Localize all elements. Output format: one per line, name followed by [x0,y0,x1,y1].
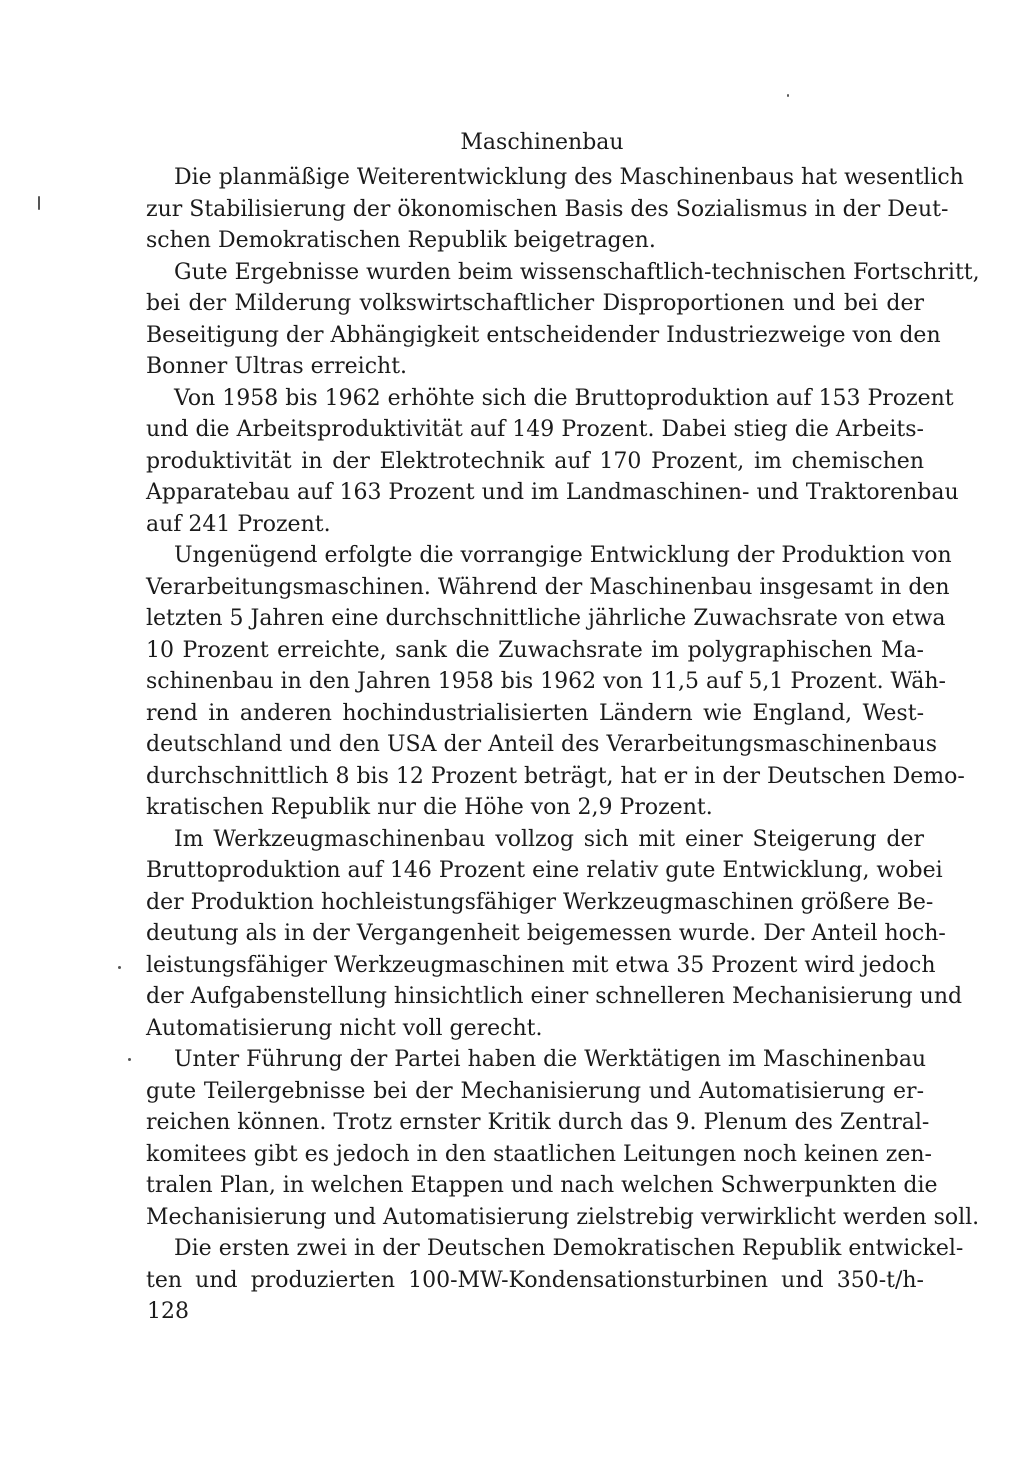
text-line: Die ersten zwei in der Deutschen Demokratischen Republik entwickel- [174,1236,964,1261]
text-line: ten und produzierten 100-MW-Kondensationsturbinen und 350-t/h- [146,1267,924,1293]
text-line: bei der Milderung volkswirtschaftlicher Disproportionen und bei der [146,291,924,316]
paragraph [146,257,980,383]
text-line: durchschnittlich 8 bis 12 Prozent beträgt, hat er in der Deutschen Demo- [146,763,965,789]
text-line: Automatisierung nicht voll gerecht. [146,1015,543,1041]
text-line: produktivität in der Elektrotechnik auf 170 Prozent, im chemischen [146,448,924,474]
text-line: letzten 5 Jahren eine durchschnittliche jährliche Zuwachsrate von etwa [146,606,946,631]
text-line: Gute Ergebnisse wurden beim wissenschaftlich-technischen Fortschritt, [174,259,980,285]
text-line: Mechanisierung und Automatisierung zielstrebig verwirklicht werden soll. [146,1204,980,1230]
body-text [146,162,980,1296]
paragraph [146,1233,964,1296]
paragraph [146,824,963,1045]
text-line: tralen Plan, in welchen Etappen und nach welchen Schwerpunkten die [146,1173,938,1198]
text-line: Verarbeitungsmaschinen. Während der Maschinenbau insgesamt in den [146,574,950,600]
text-line: Von 1958 bis 1962 erhöhte sich die Bruttoproduktion auf 153 Prozent [174,385,954,411]
text-line: leistungsfähiger Werkzeugmaschinen mit etwa 35 Prozent wird jedoch [146,952,936,978]
text-line: auf 241 Prozent. [146,511,331,537]
paragraph [146,162,964,257]
text-line: Ungenügend erfolgte die vorrangige Entwicklung der Produktion von [174,543,952,568]
text-line: der Produktion hochleistungsfähiger Werkzeugmaschinen größere Be- [146,889,934,915]
page-number: 128 [147,1299,189,1324]
text-line: deutung als in der Vergangenheit beigemessen wurde. Der Anteil hoch- [146,921,946,946]
paragraph [146,1044,980,1233]
text-line: und die Arbeitsproduktivität auf 149 Prozent. Dabei stieg die Arbeits- [146,417,924,442]
text-line: Bonner Ultras erreicht. [146,354,408,379]
text-line: komitees gibt es jedoch in den staatlichen Leitungen noch keinen zen- [146,1141,932,1167]
text-line: reichen können. Trotz ernster Kritik durch das 9. Plenum des Zentral- [146,1110,930,1135]
paragraph [146,383,959,541]
text-line: Die planmäßige Weiterentwicklung des Maschinenbaus hat wesentlich [174,165,964,190]
paragraph [146,540,965,824]
text-line: der Aufgabenstellung hinsichtlich einer schnelleren Mechanisierung und [146,984,963,1009]
text-line: 10 Prozent erreichte, sank die Zuwachsrate im polygraphischen Ma- [146,637,924,663]
text-line: schen Demokratischen Republik beigetragen. [146,228,656,253]
text-line: Beseitigung der Abhängigkeit entscheidender Industriezweige von den [146,322,941,348]
scan-speck [128,1058,131,1061]
text-line: Im Werkzeugmaschinenbau vollzog sich mit einer Steigerung der [174,826,924,852]
text-line: kratischen Republik nur die Höhe von 2,9 Prozent. [146,795,713,820]
text-line: deutschland und den USA der Anteil des Verarbeitungsmaschinenbaus [146,732,937,757]
text-line: schinenbau in den Jahren 1958 bis 1962 von 11,5 auf 5,1 Prozent. Wäh- [146,669,946,694]
text-line: gute Teilergebnisse bei der Mechanisierung und Automatisierung er- [146,1078,924,1104]
text-line: zur Stabilisierung der ökonomischen Basis des Sozialismus in der Deut- [146,196,949,222]
text-line: Bruttoproduktion auf 146 Prozent eine relativ gute Entwicklung, wobei [146,858,943,883]
text-line: rend in anderen hochindustrialisierten Ländern wie England, West- [146,700,924,726]
scan-speck [38,196,40,210]
text-line: Unter Führung der Partei haben die Werktätigen im Maschinenbau [174,1047,927,1072]
text-line: Apparatebau auf 163 Prozent und im Landmaschinen- und Traktorenbau [146,480,959,505]
scan-speck [787,94,789,97]
section-heading: Maschinenbau [460,130,624,155]
scan-speck [118,966,121,969]
